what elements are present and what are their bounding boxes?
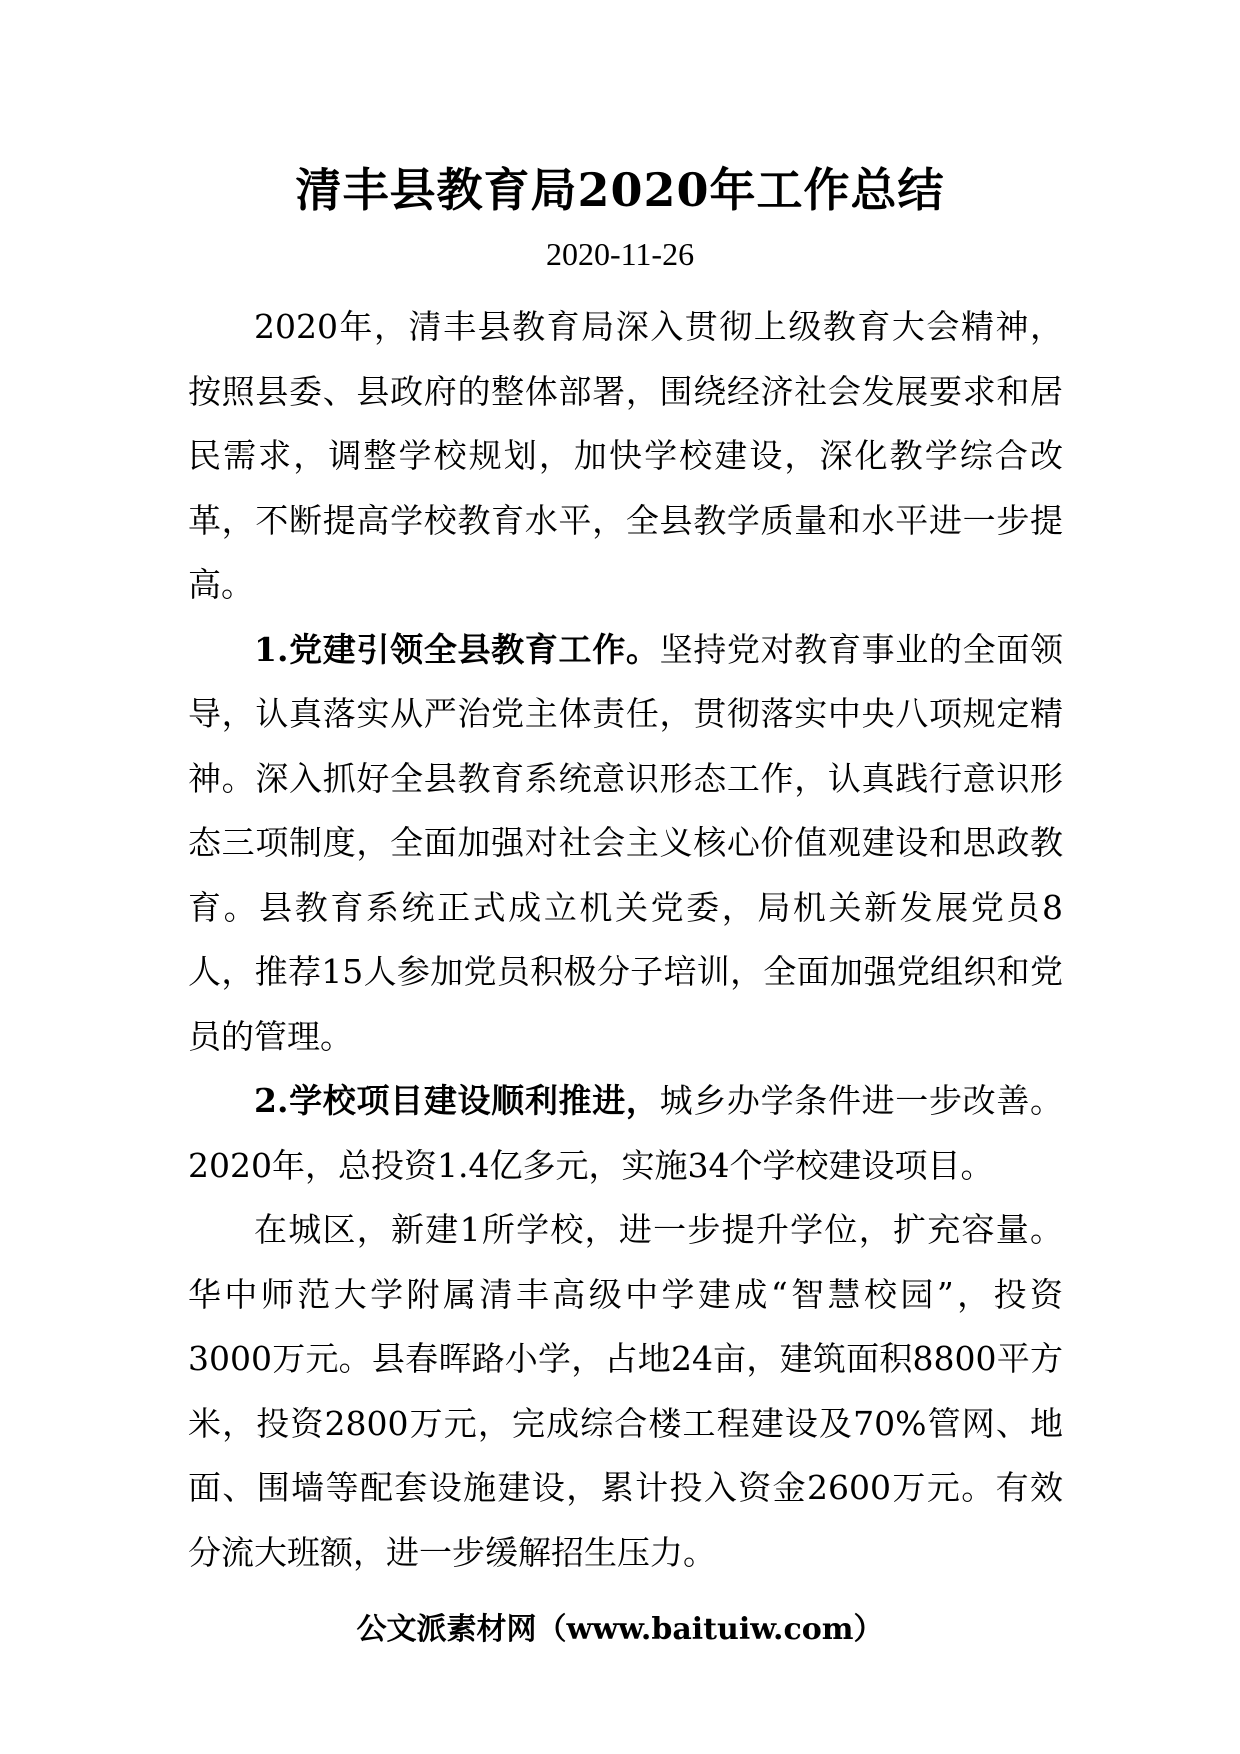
document-date: 2020-11-26 (545, 236, 695, 272)
document-body (188, 295, 1063, 1585)
source-footer: 公文派素材网（www.baituiw.com） (356, 1612, 884, 1647)
section-1-heading: 1.党建引领全县教育工作。 (254, 629, 660, 669)
section-2-text: 城乡办学条件进一步改善。2020年，总投资1.4亿多元，实施34个学校建设项目。 (188, 1081, 1063, 1185)
section-1-text: 坚持党对教育事业的全面领导，认真落实从严治党主体责任，贯彻落实中央八项规定精神。深入抓好全县教育系统意识形态工作，认真践行意识形态三项制度，全面加强对社会主义核心价值观建设和思政教育。县教育系统正式成立机关党委，局机关新发展党员8人，推荐15人参加党员积极分子培训，全面加强党组织和党员的管理。 (188, 629, 1063, 1056)
city-paragraph: 在城区，新建1所学校，进一步提升学位，扩充容量。华中师范大学附属清丰高级中学建成“智慧校园”，投资3000万元。县春晖路小学，占地24亩，建筑面积8800平方米，投资2800万元，完成综合楼工程建设及70%管网、地面、围墙等配套设施建设，累计投入资金2600万元。有效分流大班额，进一步缓解招生压力。 (188, 1210, 1063, 1572)
document-title: 清丰县教育局2020年工作总结 (295, 163, 945, 217)
section-2-heading: 2.学校项目建设顺利推进， (254, 1081, 660, 1120)
intro-paragraph: 2020年，清丰县教育局深入贯彻上级教育大会精神，按照县委、县政府的整体部署，围绕经济社会发展要求和居民需求，调整学校规划，加快学校建设，深化教学综合改革，不断提高学校教育水平，全县教学质量和水平进一步提高。 (188, 307, 1063, 604)
section-2-paragraph (188, 1069, 1063, 1198)
section-1-paragraph (188, 618, 1063, 1070)
